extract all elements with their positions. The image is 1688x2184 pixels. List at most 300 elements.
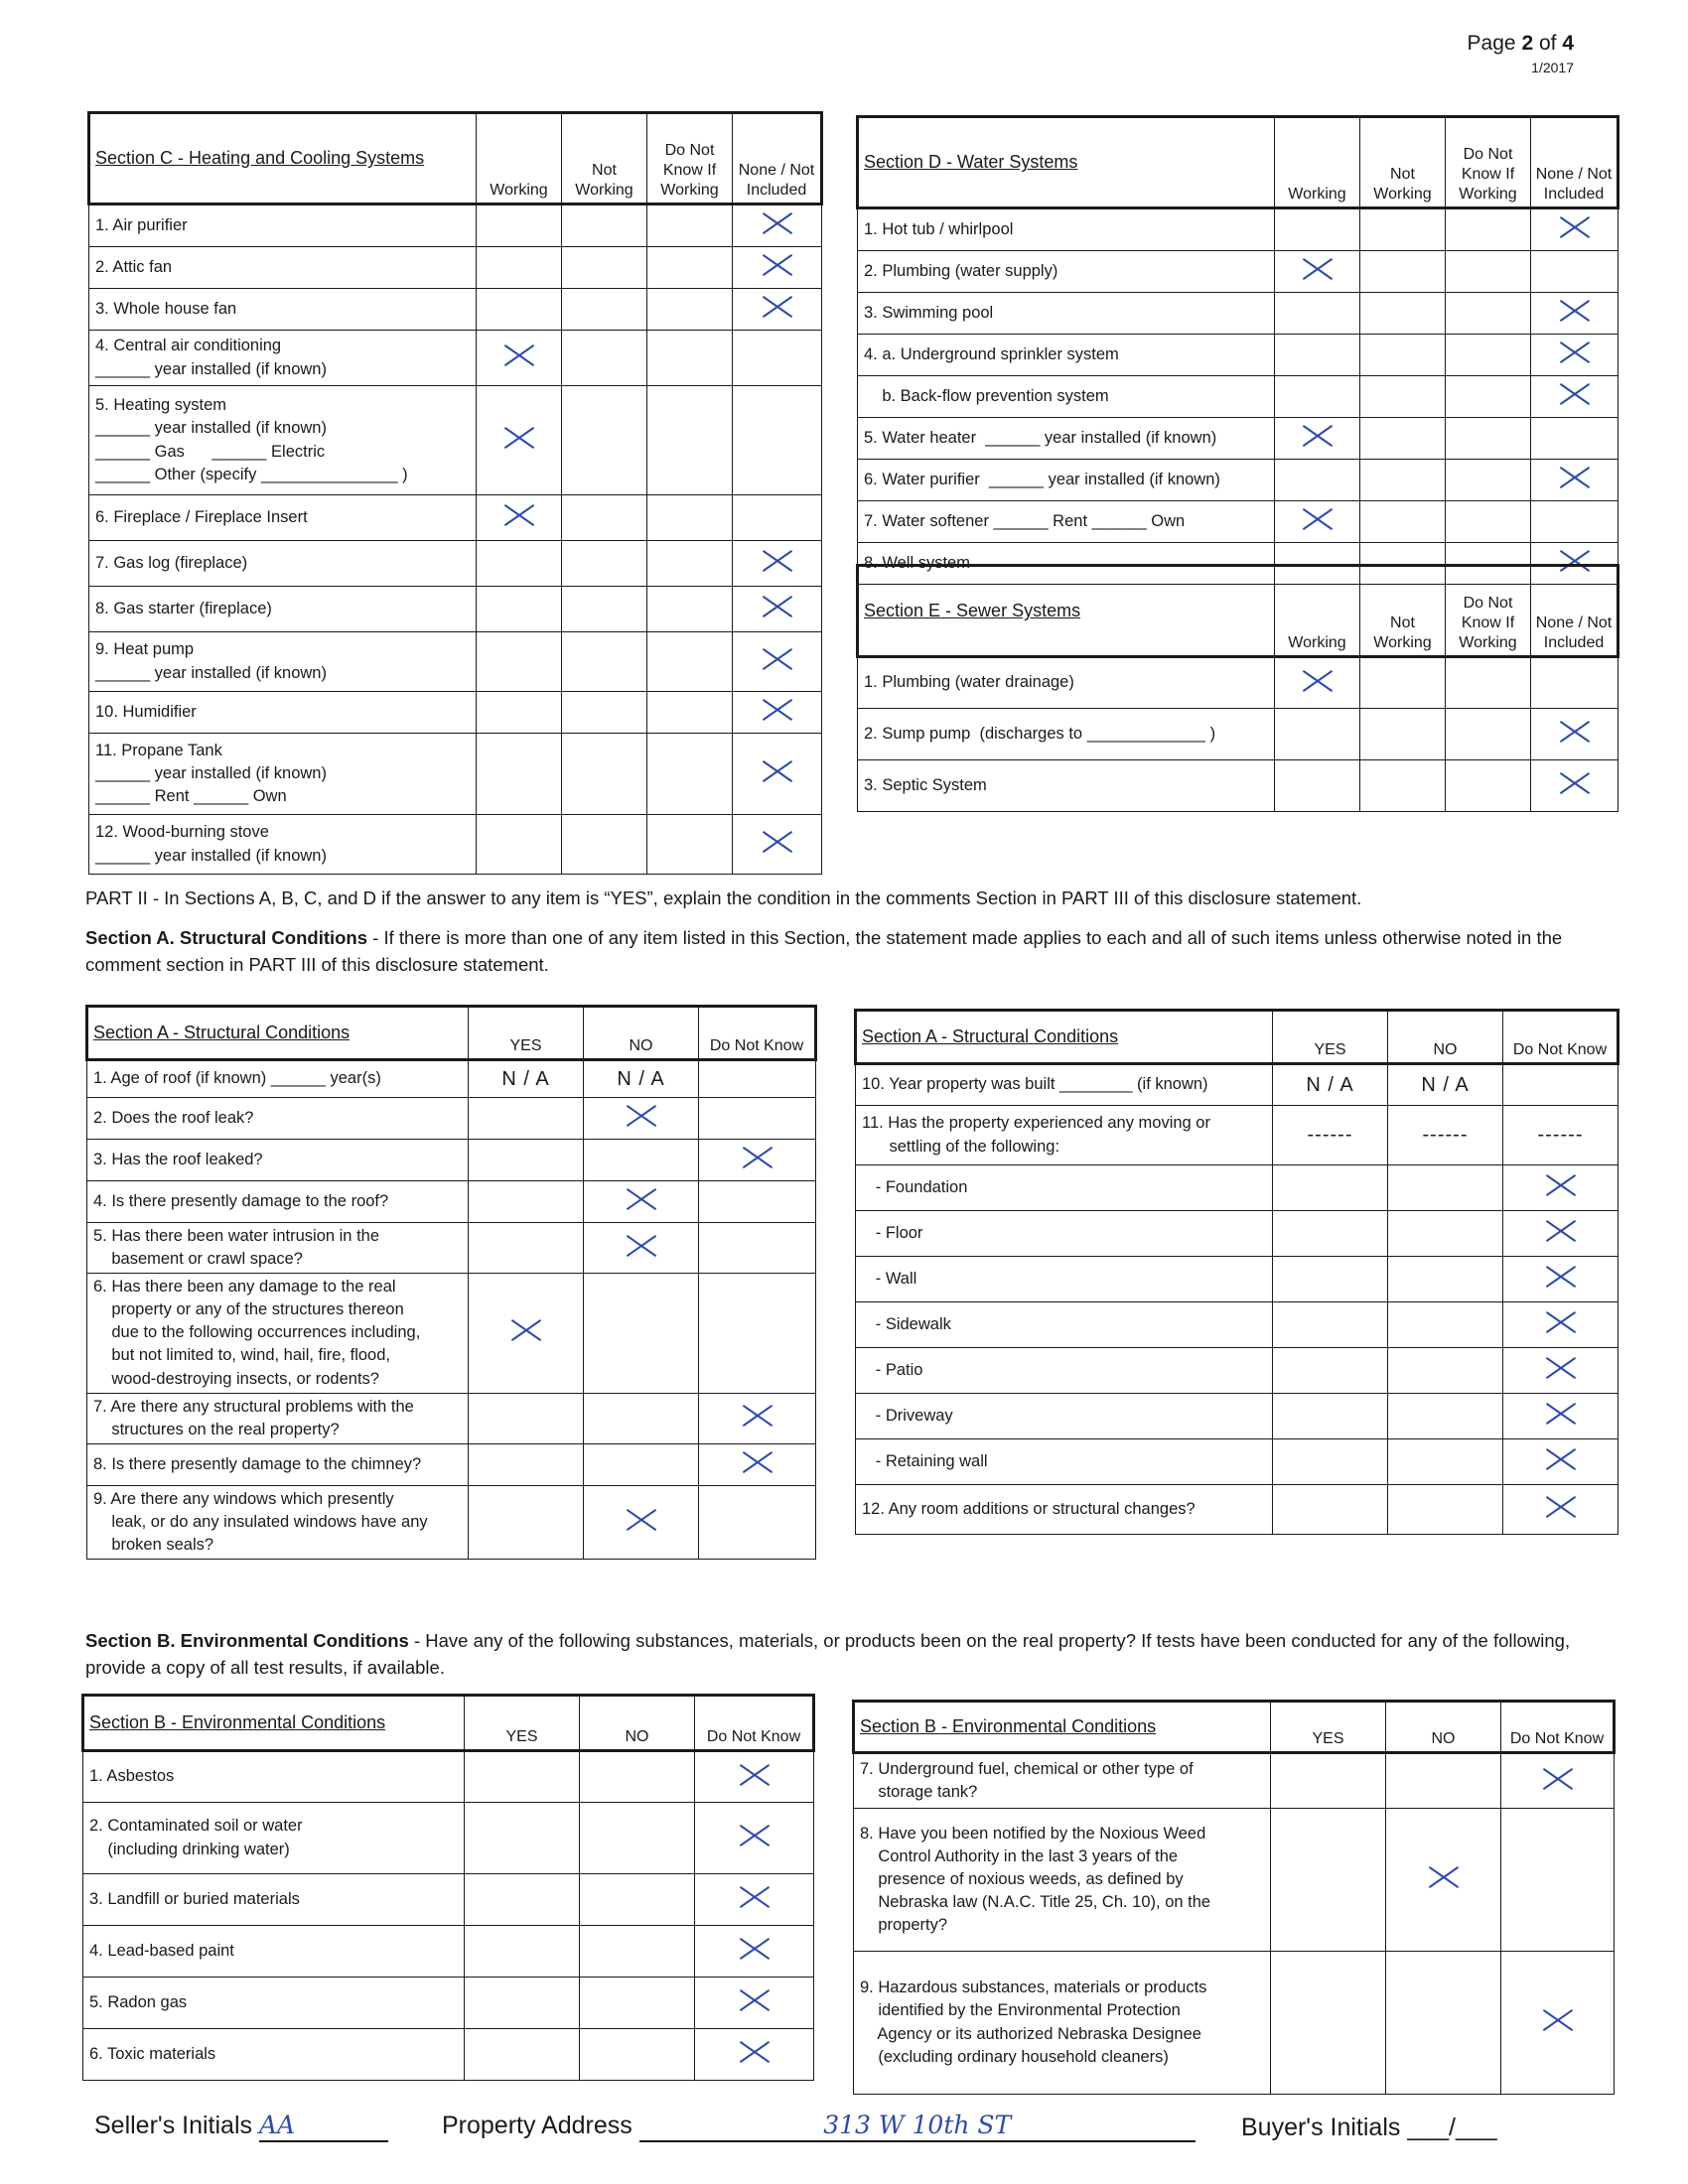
- column-header: YES: [1271, 1702, 1386, 1753]
- answer-cell[interactable]: [733, 205, 822, 247]
- answer-cell[interactable]: ------: [1388, 1106, 1503, 1165]
- answer-cell[interactable]: [1273, 1165, 1388, 1211]
- answer-cell[interactable]: [1388, 1211, 1503, 1257]
- answer-cell[interactable]: [465, 1803, 580, 1874]
- answer-cell[interactable]: [695, 1751, 814, 1803]
- row-label: 1. Air purifier: [89, 205, 477, 247]
- answer-cell[interactable]: [477, 289, 562, 331]
- answer-cell[interactable]: [1446, 376, 1531, 418]
- answer-cell[interactable]: [1446, 335, 1531, 376]
- answer-cell[interactable]: [469, 1098, 584, 1140]
- answer-cell[interactable]: [647, 541, 733, 587]
- answer-cell[interactable]: [1446, 709, 1531, 760]
- answer-cell[interactable]: [580, 1803, 695, 1874]
- answer-cell[interactable]: [1360, 460, 1446, 501]
- answer-cell[interactable]: [1360, 501, 1446, 543]
- row-label: 5. Heating system ______ year installed (if known) ______ Gas ______ Electric ______ Other (specify _______________ ): [89, 386, 477, 495]
- answer-cell[interactable]: [1501, 1809, 1615, 1952]
- answer-cell[interactable]: [647, 815, 733, 875]
- answer-cell[interactable]: [1275, 460, 1360, 501]
- answer-cell[interactable]: N / A: [1273, 1064, 1388, 1106]
- answer-cell[interactable]: ------: [1273, 1106, 1388, 1165]
- property-address-value[interactable]: 313 W 10th ST: [823, 2111, 1012, 2139]
- answer-cell[interactable]: [477, 247, 562, 289]
- answer-cell[interactable]: [695, 1926, 814, 1978]
- table-row: [858, 208, 1618, 251]
- answer-cell[interactable]: [1446, 460, 1531, 501]
- answer-cell[interactable]: [1446, 760, 1531, 812]
- column-header: NO: [1388, 1011, 1503, 1064]
- answer-cell[interactable]: [477, 205, 562, 247]
- answer-cell[interactable]: [1531, 251, 1618, 293]
- table-header-row: [854, 1702, 1615, 1753]
- answer-cell[interactable]: [1531, 460, 1618, 501]
- row-label: 8. Gas starter (fireplace): [89, 587, 477, 632]
- answer-cell[interactable]: [1273, 1439, 1388, 1485]
- column-header: YES: [469, 1007, 584, 1060]
- answer-cell[interactable]: [733, 692, 822, 734]
- answer-cell[interactable]: [1273, 1348, 1388, 1394]
- answer-cell[interactable]: [1275, 376, 1360, 418]
- answer-cell[interactable]: [1360, 760, 1446, 812]
- row-label: 2. Attic fan: [89, 247, 477, 289]
- table-row: [89, 331, 822, 386]
- answer-cell[interactable]: [1386, 1952, 1501, 2095]
- answer-cell[interactable]: [1275, 335, 1360, 376]
- answer-cell[interactable]: [699, 1443, 816, 1485]
- row-label: 4. Lead-based paint: [83, 1926, 465, 1978]
- section-d-table: [856, 115, 1619, 585]
- answer-cell[interactable]: [477, 632, 562, 692]
- answer-cell[interactable]: [1386, 1753, 1501, 1809]
- answer-cell[interactable]: [1501, 1952, 1615, 2095]
- answer-cell[interactable]: [584, 1443, 699, 1485]
- table-row: [87, 1443, 816, 1485]
- check-mark-icon: [1539, 1215, 1583, 1247]
- answer-cell[interactable]: [562, 495, 647, 541]
- column-header: Do Not Know If Working: [1446, 566, 1531, 657]
- column-header: Do Not Know If Working: [1446, 117, 1531, 208]
- check-mark-icon: [733, 1984, 776, 2016]
- row-label: 5. Water heater ______ year installed (if known): [858, 418, 1275, 460]
- row-label: 6. Has there been any damage to the real property or any of the structures thereon due to the following occurrences including, but not limited to, wind, hail, fire, flood, wood-destroying insects, or rodents?: [87, 1274, 469, 1393]
- answer-cell[interactable]: [469, 1443, 584, 1485]
- answer-cell[interactable]: [562, 541, 647, 587]
- table-row: [87, 1393, 816, 1443]
- answer-cell[interactable]: [1531, 208, 1618, 251]
- column-header: Do Not Know: [1503, 1011, 1618, 1064]
- answer-cell[interactable]: [647, 734, 733, 815]
- table-row: [856, 1064, 1618, 1106]
- answer-cell[interactable]: [1388, 1485, 1503, 1535]
- answer-cell[interactable]: [584, 1485, 699, 1559]
- answer-cell[interactable]: [695, 1874, 814, 1926]
- check-mark-icon: [1553, 767, 1597, 799]
- answer-cell[interactable]: [695, 2029, 814, 2081]
- answer-cell[interactable]: [1503, 1165, 1618, 1211]
- table-row: [83, 2029, 814, 2081]
- buyer-initials-value[interactable]: ___/___: [1407, 2114, 1497, 2141]
- answer-cell[interactable]: [647, 632, 733, 692]
- table-row: [854, 1753, 1615, 1809]
- answer-cell[interactable]: [1531, 293, 1618, 335]
- column-header: None / Not Included: [1531, 566, 1618, 657]
- answer-cell[interactable]: [733, 815, 822, 875]
- check-mark-icon: [1536, 2004, 1580, 2036]
- answer-cell[interactable]: [699, 1181, 816, 1223]
- table-row: [858, 709, 1618, 760]
- answer-cell[interactable]: [699, 1485, 816, 1559]
- answer-cell[interactable]: [1446, 293, 1531, 335]
- answer-cell[interactable]: [1446, 657, 1531, 709]
- answer-cell[interactable]: [733, 386, 822, 495]
- answer-cell[interactable]: [465, 1978, 580, 2029]
- answer-cell[interactable]: [1501, 1753, 1615, 1809]
- answer-cell[interactable]: [1503, 1485, 1618, 1535]
- answer-cell[interactable]: [584, 1223, 699, 1274]
- check-mark-icon: [756, 826, 799, 858]
- table-header-row: [87, 1007, 816, 1060]
- answer-cell[interactable]: [469, 1485, 584, 1559]
- answer-cell[interactable]: N / A: [584, 1060, 699, 1098]
- answer-cell[interactable]: [562, 331, 647, 386]
- table-row: [89, 205, 822, 247]
- answer-cell[interactable]: [1273, 1257, 1388, 1302]
- column-header: Not Working: [1360, 117, 1446, 208]
- part-ii-instructions: PART II - In Sections A, B, C, and D if the answer to any item is “YES”, explain the condition in the comments Section in PART III of this disclosure statement.: [85, 887, 1362, 908]
- answer-cell[interactable]: [465, 2029, 580, 2081]
- check-mark-icon: [756, 643, 799, 675]
- answer-cell[interactable]: ------: [1503, 1106, 1618, 1165]
- answer-cell[interactable]: [699, 1060, 816, 1098]
- section-title: Section B - Environmental Conditions: [854, 1702, 1271, 1753]
- answer-cell[interactable]: [733, 541, 822, 587]
- row-label: 3. Septic System: [858, 760, 1275, 812]
- answer-cell[interactable]: [1275, 657, 1360, 709]
- column-header: Working: [1275, 117, 1360, 208]
- answer-cell[interactable]: [1360, 418, 1446, 460]
- form-revision: 1/2017: [1531, 60, 1574, 75]
- check-mark-icon: [1553, 211, 1597, 243]
- section-title: Section B - Environmental Conditions: [83, 1696, 465, 1751]
- row-label: 2. Sump pump (discharges to _____________ ): [858, 709, 1275, 760]
- answer-cell[interactable]: [647, 205, 733, 247]
- table-row: [89, 632, 822, 692]
- table-row: [856, 1257, 1618, 1302]
- answer-cell[interactable]: [469, 1223, 584, 1274]
- table-header-row: [858, 566, 1618, 657]
- answer-cell[interactable]: [1388, 1257, 1503, 1302]
- answer-cell[interactable]: [1273, 1211, 1388, 1257]
- answer-cell[interactable]: [1531, 709, 1618, 760]
- table-header-row: [83, 1696, 814, 1751]
- answer-cell[interactable]: [1446, 251, 1531, 293]
- table-row: [89, 815, 822, 875]
- answer-cell[interactable]: [699, 1393, 816, 1443]
- row-label: 12. Wood-burning stove ______ year installed (if known): [89, 815, 477, 875]
- answer-cell[interactable]: [647, 692, 733, 734]
- check-mark-icon: [733, 1881, 776, 1913]
- table-row: [89, 289, 822, 331]
- answer-cell[interactable]: [647, 247, 733, 289]
- seller-initials-value[interactable]: AA: [258, 2111, 296, 2139]
- answer-cell[interactable]: N / A: [469, 1060, 584, 1098]
- table-row: [83, 1926, 814, 1978]
- answer-cell[interactable]: [733, 331, 822, 386]
- table-row: [858, 418, 1618, 460]
- answer-cell[interactable]: [1388, 1165, 1503, 1211]
- answer-cell[interactable]: [1531, 376, 1618, 418]
- column-header: Do Not Know: [1501, 1702, 1615, 1753]
- row-label: - Driveway: [856, 1394, 1273, 1439]
- answer-cell[interactable]: [477, 815, 562, 875]
- answer-cell[interactable]: [1388, 1394, 1503, 1439]
- check-mark-icon: [497, 422, 541, 454]
- answer-cell[interactable]: [647, 289, 733, 331]
- answer-cell[interactable]: [1503, 1394, 1618, 1439]
- check-mark-icon: [504, 1314, 548, 1346]
- answer-cell[interactable]: [695, 1978, 814, 2029]
- answer-cell[interactable]: [1275, 760, 1360, 812]
- answer-cell[interactable]: [562, 734, 647, 815]
- check-mark-icon: [1296, 665, 1339, 697]
- answer-cell[interactable]: [1503, 1064, 1618, 1106]
- answer-cell[interactable]: [584, 1393, 699, 1443]
- answer-cell[interactable]: [733, 734, 822, 815]
- table-row: [858, 460, 1618, 501]
- answer-cell[interactable]: [1503, 1257, 1618, 1302]
- answer-cell[interactable]: [1388, 1348, 1503, 1394]
- answer-cell[interactable]: [1275, 251, 1360, 293]
- row-label: 7. Are there any structural problems with the structures on the real property?: [87, 1393, 469, 1443]
- answer-cell[interactable]: [469, 1140, 584, 1181]
- check-mark-icon: [736, 1400, 779, 1432]
- table-row: [856, 1302, 1618, 1348]
- answer-cell[interactable]: [699, 1098, 816, 1140]
- check-mark-icon: [620, 1183, 663, 1215]
- row-label: - Foundation: [856, 1165, 1273, 1211]
- row-label: 7. Underground fuel, chemical or other type of storage tank?: [854, 1753, 1271, 1809]
- table-row: [856, 1165, 1618, 1211]
- answer-cell[interactable]: [1446, 501, 1531, 543]
- row-label: 9. Hazardous substances, materials or products identified by the Environmental Protection Agency or its authorized Nebraska Designee (excluding ordinary household cleaners): [854, 1952, 1271, 2095]
- section-a-right-table: [854, 1009, 1619, 1535]
- check-mark-icon: [1539, 1443, 1583, 1475]
- table-row: [87, 1181, 816, 1223]
- row-label: 2. Does the roof leak?: [87, 1098, 469, 1140]
- table-row: [856, 1439, 1618, 1485]
- answer-cell[interactable]: [1446, 208, 1531, 251]
- answer-cell[interactable]: [580, 1874, 695, 1926]
- table-row: [89, 734, 822, 815]
- answer-cell[interactable]: [1360, 709, 1446, 760]
- answer-cell[interactable]: [584, 1274, 699, 1393]
- answer-cell[interactable]: [1503, 1211, 1618, 1257]
- check-mark-icon: [1539, 1352, 1583, 1384]
- check-mark-icon: [1553, 378, 1597, 410]
- answer-cell[interactable]: [477, 495, 562, 541]
- answer-cell[interactable]: [1360, 251, 1446, 293]
- row-label: 3. Swimming pool: [858, 293, 1275, 335]
- answer-cell[interactable]: [1271, 1753, 1386, 1809]
- answer-cell[interactable]: [1531, 760, 1618, 812]
- answer-cell[interactable]: [1360, 376, 1446, 418]
- answer-cell[interactable]: [465, 1926, 580, 1978]
- answer-cell[interactable]: [1275, 208, 1360, 251]
- answer-cell[interactable]: N / A: [1388, 1064, 1503, 1106]
- answer-cell[interactable]: [699, 1223, 816, 1274]
- row-label: 10. Year property was built ________ (if known): [856, 1064, 1273, 1106]
- answer-cell[interactable]: [562, 815, 647, 875]
- table-header-row: [89, 113, 822, 205]
- answer-cell[interactable]: [1275, 418, 1360, 460]
- check-mark-icon: [756, 249, 799, 281]
- table-row: [89, 541, 822, 587]
- row-label: 6. Water purifier ______ year installed (if known): [858, 460, 1275, 501]
- answer-cell[interactable]: [1275, 709, 1360, 760]
- table-header-row: [858, 117, 1618, 208]
- answer-cell[interactable]: [1273, 1394, 1388, 1439]
- table-row: [87, 1485, 816, 1559]
- table-row: [83, 1803, 814, 1874]
- property-address: Property Address 313 W 10th ST: [442, 2111, 1196, 2142]
- check-mark-icon: [756, 694, 799, 726]
- answer-cell[interactable]: [477, 692, 562, 734]
- answer-cell[interactable]: [1503, 1302, 1618, 1348]
- answer-cell[interactable]: [699, 1274, 816, 1393]
- answer-cell[interactable]: [1388, 1439, 1503, 1485]
- answer-cell[interactable]: [469, 1393, 584, 1443]
- answer-cell[interactable]: [1503, 1439, 1618, 1485]
- answer-cell[interactable]: [699, 1140, 816, 1181]
- table-row: [858, 293, 1618, 335]
- answer-cell[interactable]: [584, 1098, 699, 1140]
- answer-cell[interactable]: [1273, 1302, 1388, 1348]
- answer-cell[interactable]: [733, 587, 822, 632]
- answer-cell[interactable]: [1275, 293, 1360, 335]
- table-row: [858, 501, 1618, 543]
- answer-cell[interactable]: [580, 2029, 695, 2081]
- answer-cell[interactable]: [580, 1751, 695, 1803]
- row-label: 11. Has the property experienced any moving or settling of the following:: [856, 1106, 1273, 1165]
- answer-cell[interactable]: [562, 587, 647, 632]
- table-row: [83, 1751, 814, 1803]
- row-label: 10. Humidifier: [89, 692, 477, 734]
- section-b-right-table: [852, 1700, 1616, 2095]
- section-b-left-table: [81, 1694, 815, 2081]
- answer-cell[interactable]: [733, 247, 822, 289]
- answer-cell[interactable]: [1531, 335, 1618, 376]
- check-mark-icon: [756, 207, 799, 239]
- check-mark-icon: [756, 291, 799, 323]
- table-row: [854, 1809, 1615, 1952]
- answer-cell[interactable]: [1531, 501, 1618, 543]
- answer-cell[interactable]: [695, 1803, 814, 1874]
- answer-cell[interactable]: [584, 1181, 699, 1223]
- answer-cell[interactable]: [562, 289, 647, 331]
- answer-cell[interactable]: [1531, 418, 1618, 460]
- column-header: None / Not Included: [1531, 117, 1618, 208]
- answer-cell[interactable]: [584, 1140, 699, 1181]
- answer-cell[interactable]: [647, 331, 733, 386]
- answer-cell[interactable]: [562, 692, 647, 734]
- table-header-row: [856, 1011, 1618, 1064]
- answer-cell[interactable]: [647, 495, 733, 541]
- answer-cell[interactable]: [580, 1978, 695, 2029]
- answer-cell[interactable]: [1446, 418, 1531, 460]
- check-mark-icon: [1539, 1306, 1583, 1338]
- answer-cell[interactable]: [477, 587, 562, 632]
- answer-cell[interactable]: [562, 632, 647, 692]
- answer-cell[interactable]: [1273, 1485, 1388, 1535]
- row-label: 8. Well system: [858, 543, 1275, 585]
- answer-cell[interactable]: [733, 495, 822, 541]
- answer-cell[interactable]: [469, 1274, 584, 1393]
- table-row: [87, 1098, 816, 1140]
- row-label: 2. Plumbing (water supply): [858, 251, 1275, 293]
- answer-cell[interactable]: [465, 1874, 580, 1926]
- row-label: 9. Are there any windows which presently leak, or do any insulated windows have any broken seals?: [87, 1485, 469, 1559]
- answer-cell[interactable]: [469, 1181, 584, 1223]
- check-mark-icon: [1553, 295, 1597, 327]
- answer-cell[interactable]: [580, 1926, 695, 1978]
- answer-cell[interactable]: [733, 289, 822, 331]
- answer-cell[interactable]: [562, 386, 647, 495]
- answer-cell[interactable]: [1360, 293, 1446, 335]
- answer-cell[interactable]: [1271, 1809, 1386, 1952]
- section-a-instructions: Section A. Structural Conditions - If there is more than one of any item listed in this Section, the statement made applies to each and all of such items unless otherwise noted in the comment section in PART III of this disclosure statement.: [85, 927, 1563, 975]
- table-row: [87, 1140, 816, 1181]
- check-mark-icon: [733, 1820, 776, 1851]
- section-title: Section E - Sewer Systems: [858, 566, 1275, 657]
- answer-cell[interactable]: [1531, 657, 1618, 709]
- table-row: [856, 1485, 1618, 1535]
- section-a-left-table: [85, 1005, 817, 1560]
- answer-cell[interactable]: [465, 1751, 580, 1803]
- row-label: 2. Contaminated soil or water (including drinking water): [83, 1803, 465, 1874]
- table-row: [83, 1874, 814, 1926]
- answer-cell[interactable]: [1360, 657, 1446, 709]
- row-label: 6. Fireplace / Fireplace Insert: [89, 495, 477, 541]
- column-header: Do Not Know: [699, 1007, 816, 1060]
- row-label: 4. Central air conditioning ______ year installed (if known): [89, 331, 477, 386]
- answer-cell[interactable]: [647, 386, 733, 495]
- check-mark-icon: [497, 340, 541, 371]
- answer-cell[interactable]: [1503, 1348, 1618, 1394]
- column-header: Do Not Know If Working: [647, 113, 733, 205]
- answer-cell[interactable]: [477, 541, 562, 587]
- table-row: [858, 251, 1618, 293]
- answer-cell[interactable]: [1360, 208, 1446, 251]
- column-header: Working: [1275, 566, 1360, 657]
- answer-cell[interactable]: [647, 587, 733, 632]
- answer-cell[interactable]: [1360, 335, 1446, 376]
- answer-cell[interactable]: [1275, 501, 1360, 543]
- answer-cell[interactable]: [477, 386, 562, 495]
- answer-cell[interactable]: [1271, 1952, 1386, 2095]
- answer-cell[interactable]: [562, 247, 647, 289]
- answer-cell[interactable]: [1388, 1302, 1503, 1348]
- row-label: 1. Plumbing (water drainage): [858, 657, 1275, 709]
- answer-cell[interactable]: [733, 632, 822, 692]
- row-label: b. Back-flow prevention system: [858, 376, 1275, 418]
- answer-cell[interactable]: [562, 205, 647, 247]
- check-mark-icon: [1539, 1261, 1583, 1293]
- answer-cell[interactable]: [477, 331, 562, 386]
- answer-cell[interactable]: [1386, 1809, 1501, 1952]
- row-label: - Patio: [856, 1348, 1273, 1394]
- answer-cell[interactable]: [477, 734, 562, 815]
